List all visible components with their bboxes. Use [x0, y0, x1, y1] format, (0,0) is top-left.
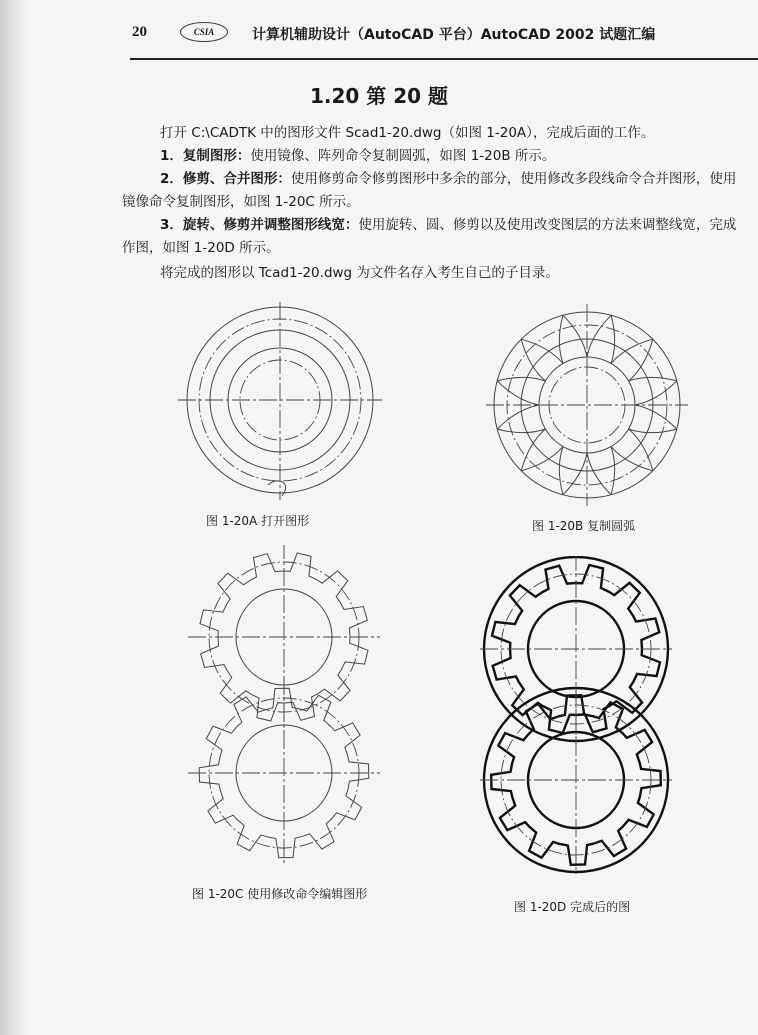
- intro-paragraph: 打开 C:\CADTK 中的图形文件 Scad1-20.dwg（如图 1-20A），完成后面的工作。: [160, 125, 655, 141]
- step-3-label: 3．旋转、修剪并调整图形线宽：: [160, 217, 359, 233]
- step-2-paragraph: [122, 168, 742, 214]
- step-2-label: 2．修剪、合并图形：: [160, 171, 291, 187]
- section-title: 1.20 第 20 题: [309, 84, 449, 108]
- publisher-logo: CSIA: [180, 22, 228, 42]
- figure-1-20A-caption: 图 1-20A 打开图形: [206, 514, 310, 528]
- outro-paragraph: 将完成的图形以 Tcad1-20.dwg 为文件名存入考生自己的子目录。: [160, 265, 559, 281]
- figure-1-20D-drawing: [478, 556, 674, 874]
- step-2-text: 使用修剪命令修剪图形中多余的部分，使用修改多段线命令合并图形，使用镜像命令复制图形，如图 1-20C 所示。: [122, 171, 737, 210]
- step-1-label: 1．复制图形：: [160, 148, 251, 164]
- figure-1-20A-drawing: [170, 300, 390, 505]
- page-header: [130, 18, 758, 60]
- step-3-text: 使用旋转、圆、修剪以及使用改变图层的方法来调整线宽，完成作图，如图 1-20D 所示。: [122, 217, 737, 256]
- step-1-text: 使用镜像、阵列命令复制圆弧，如图 1-20B 所示。: [250, 148, 556, 164]
- page-number: 20: [132, 24, 147, 40]
- figure-1-20B-caption: 图 1-20B 复制圆弧: [532, 519, 636, 533]
- figure-1-20C-drawing: [186, 545, 382, 865]
- book-title: 计算机辅助设计（AutoCAD 平台）AutoCAD 2002 试题汇编: [252, 27, 656, 43]
- figure-1-20D-caption: 图 1-20D 完成后的图: [514, 900, 631, 914]
- figure-1-20B-drawing: [482, 300, 692, 510]
- page-stack-edge: [0, 0, 30, 1035]
- step-3-paragraph: [122, 214, 742, 260]
- step-1-paragraph: [160, 145, 758, 168]
- figure-1-20C-caption: 图 1-20C 使用修改命令编辑图形: [192, 887, 368, 901]
